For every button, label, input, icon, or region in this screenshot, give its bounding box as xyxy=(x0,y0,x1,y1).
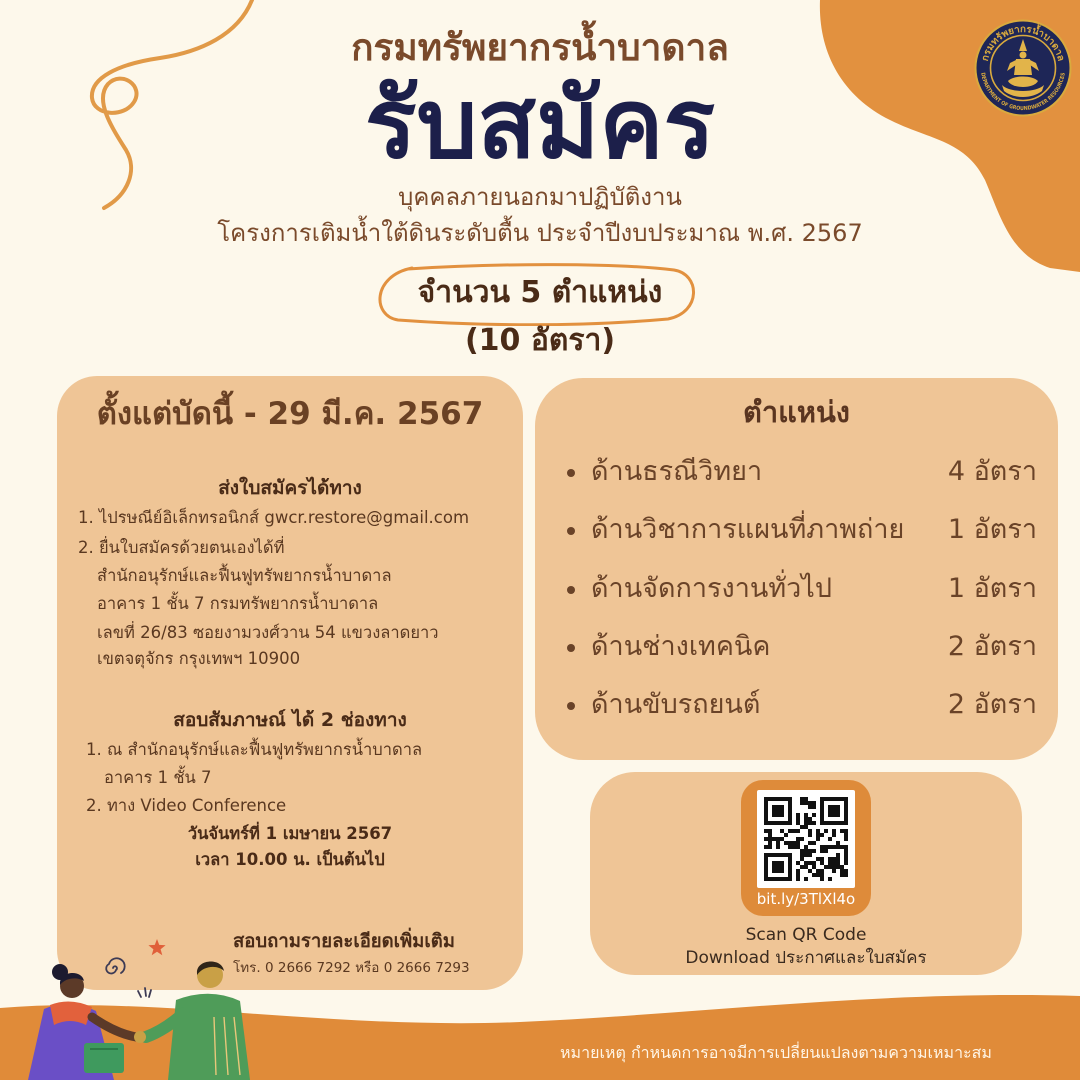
address-line: เลขที่ 26/83 ซอยงามวงศ์วาน 54 แขวงลาดยาว xyxy=(97,623,439,642)
position-rate: 1 อัตรา xyxy=(947,514,1037,545)
qr-link: bit.ly/3TlXl4o xyxy=(756,890,856,908)
positions-panel xyxy=(535,378,1058,760)
position-rate: 4 อัตรา xyxy=(947,456,1037,487)
man-figure xyxy=(134,961,250,1080)
position-row xyxy=(535,452,1058,492)
qr-code-frame xyxy=(757,790,855,888)
scan-instruction: Scan QR Code xyxy=(745,925,867,945)
address-line: เขตจตุจักร กรุงเทพฯ 10900 xyxy=(97,649,301,668)
star-icon xyxy=(148,939,165,955)
bullet-icon xyxy=(567,469,575,477)
bullet-icon xyxy=(567,644,575,652)
download-instruction: Download ประกาศและใบสมัคร xyxy=(685,948,927,968)
bullet-icon xyxy=(567,702,575,710)
address-line: อาคาร 1 ชั้น 7 กรมทรัพยากรน้ำบาดาล xyxy=(97,594,379,613)
laptop-icon xyxy=(84,1043,124,1073)
application-info-panel xyxy=(57,376,523,990)
headline: รับสมัคร xyxy=(364,68,716,180)
interview-time: เวลา 10.00 น. เป็นต้นไป xyxy=(195,850,385,869)
position-row xyxy=(535,627,1058,667)
positions-count: จำนวน 5 ตำแหน่ง xyxy=(417,275,663,310)
contact-heading: สอบถามรายละเอียดเพิ่มเติม xyxy=(233,931,455,952)
subtitle-line-1: บุคคลภายนอกมาปฏิบัติงาน xyxy=(398,183,682,211)
position-name: ด้านขับรถยนต์ xyxy=(591,689,761,720)
qr-code-icon xyxy=(757,790,855,888)
organization-name: กรมทรัพยากรน้ำบาดาล xyxy=(351,26,729,69)
swirl-icon xyxy=(106,958,124,973)
position-row xyxy=(535,569,1058,609)
footer-note: หมายเหตุ กำหนดการอาจมีการเปลี่ยนแปลงตามความเหมาะสม xyxy=(560,1043,992,1062)
position-row xyxy=(535,510,1058,550)
submit-method-email xyxy=(78,504,469,532)
bullet-icon xyxy=(567,586,575,594)
qr-card xyxy=(741,780,871,916)
position-rate: 1 อัตรา xyxy=(947,573,1037,604)
total-rate-count: (10 อัตรา) xyxy=(464,323,616,358)
handshake-illustration xyxy=(0,925,280,1080)
position-rate: 2 อัตรา xyxy=(947,631,1037,662)
interview-heading: สอบสัมภาษณ์ ได้ 2 ช่องทาง xyxy=(173,709,407,731)
submit-method-email-label: 1. ไปรษณีย์อิเล็กทรอนิกส์ xyxy=(78,508,260,527)
position-name: ด้านวิชาการแผนที่ภาพถ่าย xyxy=(591,514,905,545)
interview-online: 2. ทาง Video Conference xyxy=(86,796,287,815)
interview-onsite-location: อาคาร 1 ชั้น 7 xyxy=(104,768,212,787)
contact-phone: โทร. 0 2666 7292 หรือ 0 2666 7293 xyxy=(233,960,470,976)
address-line: สำนักอนุรักษ์และฟื้นฟูทรัพยากรน้ำบาดาล xyxy=(97,566,392,585)
position-name: ด้านช่างเทคนิค xyxy=(591,631,771,662)
seal-text-thai: กรมทรัพยากรน้ำบาดาล xyxy=(979,23,1067,63)
positions-heading: ตำแหน่ง xyxy=(743,395,850,429)
position-row xyxy=(535,685,1058,725)
interview-onsite: 1. ณ สำนักอนุรักษ์และฟื้นฟูทรัพยากรน้ำบาดาล xyxy=(86,740,423,759)
application-period: ตั้งแต่บัดนี้ - 29 มี.ค. 2567 xyxy=(96,396,484,432)
interview-date: วันจันทร์ที่ 1 เมษายน 2567 xyxy=(187,824,393,843)
seal-text-english: DEPARTMENT OF GROUNDWATER RESOURCES xyxy=(979,71,1067,113)
submit-heading: ส่งใบสมัครได้ทาง xyxy=(218,477,362,499)
position-name: ด้านธรณีวิทยา xyxy=(591,456,763,487)
subtitle-line-2: โครงการเติมน้ำใต้ดินระดับตื้น ประจำปีงบประมาณ พ.ศ. 2567 xyxy=(217,219,863,247)
submit-method-in-person: 2. ยื่นใบสมัครด้วยตนเองได้ที่ xyxy=(78,538,285,557)
sparkle-icon xyxy=(138,988,151,997)
department-seal-icon xyxy=(974,19,1072,117)
qr-panel xyxy=(590,772,1022,975)
position-name: ด้านจัดการงานทั่วไป xyxy=(591,573,832,604)
position-rate: 2 อัตรา xyxy=(947,689,1037,720)
email-address: gwcr.restore@gmail.com xyxy=(264,508,470,527)
bullet-icon xyxy=(567,527,575,535)
